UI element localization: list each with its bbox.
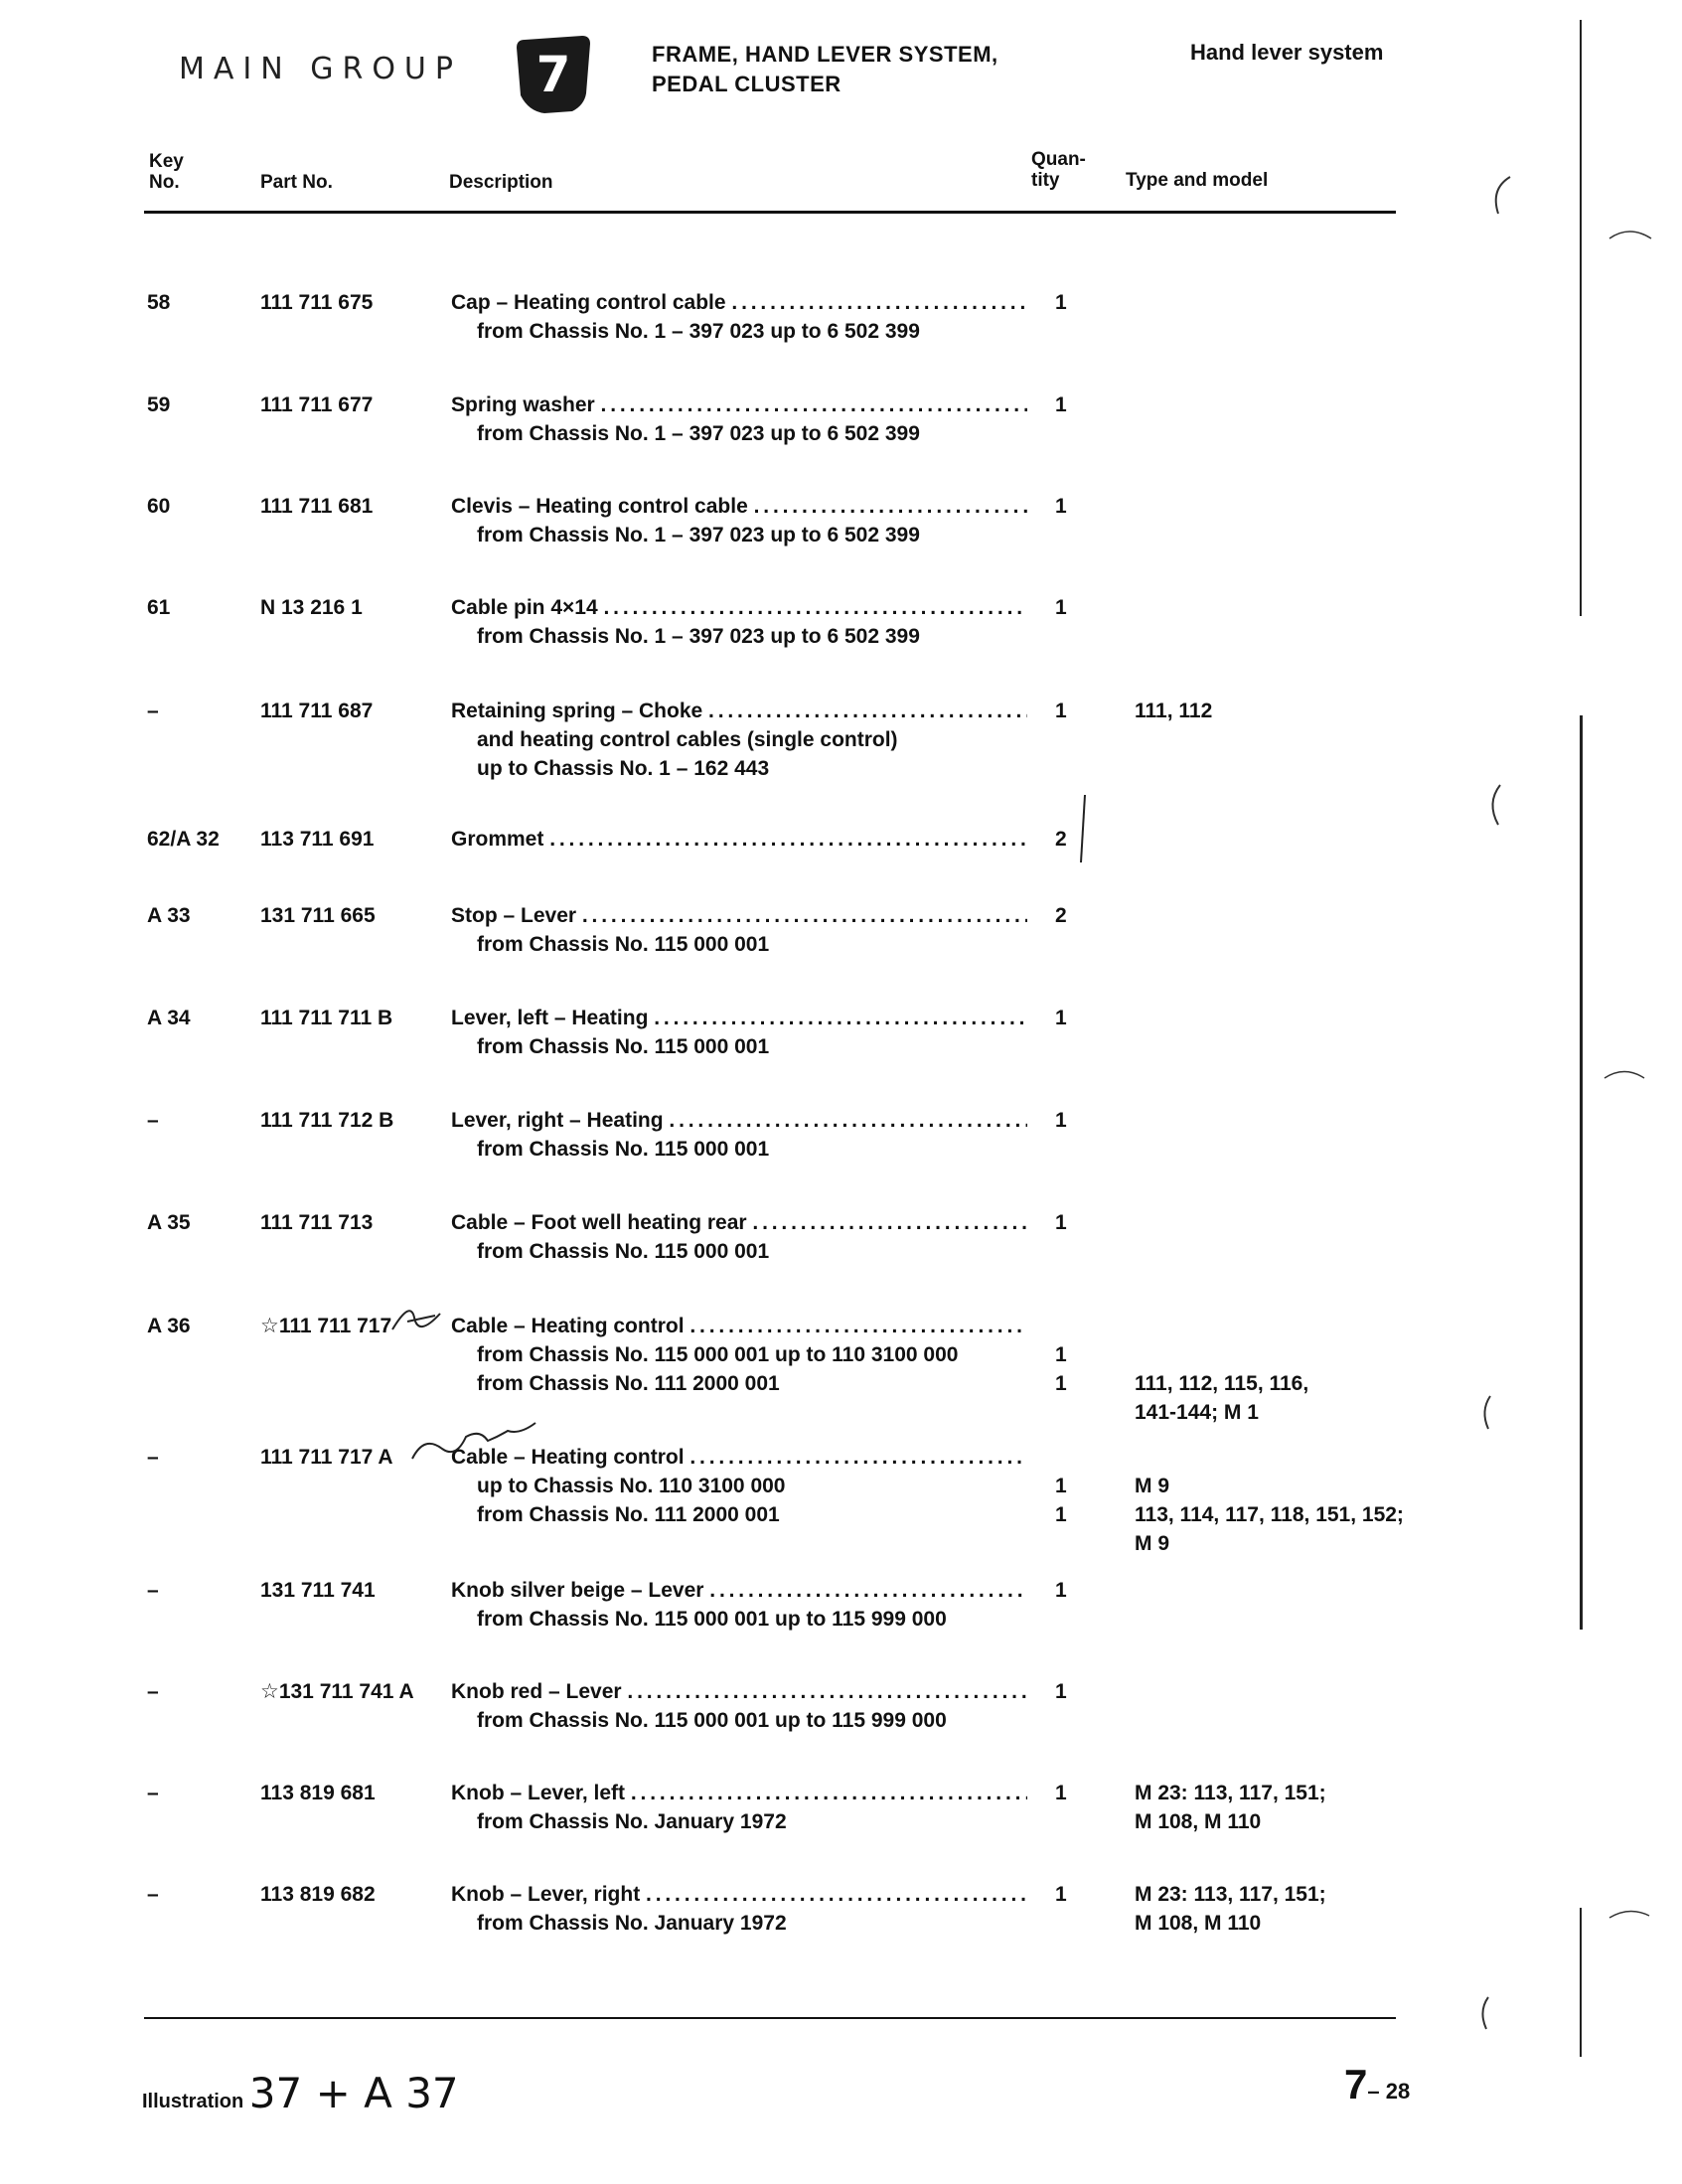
row-quantity [1055, 1576, 1095, 1605]
row-description [451, 390, 1027, 448]
leader-dots [731, 288, 1027, 317]
header-rule [144, 211, 1396, 214]
row-quantity [1055, 1880, 1095, 1909]
edge-mark-3 [1609, 1911, 1649, 1918]
row-description [451, 1004, 1027, 1061]
col-key-no [149, 151, 184, 193]
leader-dots [709, 1576, 1027, 1605]
row-description-text: Spring washer [451, 393, 595, 416]
row-quantity-value: 1 [1055, 291, 1067, 314]
row-description-text: Retaining spring – Choke [451, 700, 703, 722]
row-description [451, 1880, 1027, 1938]
row-description-text: Grommet [451, 828, 544, 851]
row-description-detail: from Chassis No. January 1972 [477, 1912, 787, 1935]
edge-mark-2 [1605, 1072, 1644, 1079]
row-quantity-value: 1 [1055, 495, 1067, 518]
row-quantity [1055, 390, 1095, 419]
row-description [451, 1312, 1027, 1398]
row-description [451, 825, 1027, 854]
row-key-no: – [147, 1782, 159, 1804]
row-part-no: 111 711 713 [260, 1211, 374, 1234]
row-type-model-value: M 9 [1135, 1475, 1170, 1497]
row-part-no: ☆131 711 741 A [260, 1680, 414, 1703]
row-key-no: – [147, 1883, 159, 1906]
row-quantity-value: 1 [1055, 1343, 1067, 1366]
row-type-model [1135, 1880, 1462, 1938]
row-description [451, 1677, 1027, 1735]
row-quantity [1055, 288, 1095, 317]
row-description-detail: from Chassis No. 1 – 397 023 up to 6 502 399 [477, 625, 920, 648]
punch-hole-mark-4 [1482, 1997, 1488, 2029]
row-type-model [1135, 697, 1462, 725]
row-description-text: Knob – Lever, right [451, 1883, 641, 1906]
row-quantity-value: 1 [1055, 1007, 1067, 1029]
punch-hole-mark-3 [1484, 1396, 1490, 1429]
binder-line-bottom [1580, 1908, 1582, 2057]
group-number: 7 [535, 46, 571, 103]
row-description [451, 1208, 1027, 1266]
row-key-no: – [147, 700, 159, 722]
section-title [652, 40, 998, 99]
row-quantity-value: 1 [1055, 1680, 1067, 1703]
row-key-no: A 35 [147, 1211, 191, 1234]
row-quantity-value: 1 [1055, 1109, 1067, 1132]
row-description-detail: from Chassis No. 111 2000 001 [477, 1372, 780, 1395]
leader-dots [627, 1677, 1027, 1706]
row-key-no: A 33 [147, 904, 191, 927]
leader-dots [708, 697, 1027, 725]
row-key-no: A 36 [147, 1315, 191, 1337]
row-part-no: 111 711 687 [260, 700, 374, 722]
col-type-model: Type and model [1126, 170, 1269, 191]
row-type-model-value: M 9 [1135, 1532, 1170, 1555]
row-description-text: Cable – Heating control [451, 1446, 685, 1469]
row-part-no: 111 711 711 B [260, 1007, 393, 1029]
row-key-no: A 34 [147, 1007, 191, 1029]
row-key-no: 61 [147, 596, 171, 619]
row-description [451, 697, 1027, 783]
leader-dots [752, 1208, 1027, 1237]
footer-rule [144, 2017, 1396, 2019]
row-key-no: – [147, 1446, 159, 1469]
col-quantity-line2: tity [1031, 170, 1060, 191]
section-title-line1: FRAME, HAND LEVER SYSTEM, [652, 42, 998, 67]
leader-dots [689, 1312, 1027, 1340]
row-description [451, 1106, 1027, 1164]
row-part-no: 111 711 717 A [260, 1446, 393, 1469]
row-description-text: Knob – Lever, left [451, 1782, 626, 1804]
illustration-label: Illustration [142, 2091, 244, 2112]
row-quantity-value: 2 [1055, 904, 1067, 927]
row-type-model-value [1135, 1443, 1462, 1472]
row-description-detail: from Chassis No. 1 – 397 023 up to 6 502 399 [477, 320, 920, 343]
page-number [1344, 2061, 1410, 2108]
row-quantity-value: 1 [1055, 1475, 1067, 1497]
row-description-text: Cable – Foot well heating rear [451, 1211, 747, 1234]
row-quantity-value: 1 [1055, 1782, 1067, 1804]
row-type-model-value: 111, 112 [1135, 700, 1213, 722]
row-type-model [1135, 1312, 1462, 1427]
row-quantity [1055, 1004, 1095, 1032]
row-description-text: Stop – Lever [451, 904, 577, 927]
row-description [451, 1576, 1027, 1634]
col-description: Description [449, 172, 553, 193]
row-type-model [1135, 1443, 1462, 1558]
row-quantity [1055, 1208, 1095, 1237]
row-quantity-value: 2 [1055, 828, 1067, 851]
row-description [451, 1779, 1027, 1836]
row-description-detail: from Chassis No. 1 – 397 023 up to 6 502 399 [477, 422, 920, 445]
section-title-line2: PEDAL CLUSTER [652, 72, 841, 96]
row-part-no: 113 711 691 [260, 828, 375, 851]
row-part-no: 113 819 682 [260, 1883, 376, 1906]
row-quantity-value: 1 [1055, 700, 1067, 722]
main-group-label: MAIN GROUP [179, 52, 462, 86]
row-quantity [1055, 492, 1095, 521]
row-quantity-value: 1 [1055, 1211, 1067, 1234]
row-part-no: 111 711 712 B [260, 1109, 394, 1132]
row-quantity-value: 1 [1055, 1372, 1067, 1395]
row-key-no: 62/A 32 [147, 828, 220, 851]
row-quantity [1055, 1443, 1095, 1529]
row-part-no: 111 711 675 [260, 291, 374, 314]
row-type-model-value: 111, 112, 115, 116, [1135, 1372, 1309, 1395]
row-type-model-value: M 23: 113, 117, 151; [1135, 1883, 1326, 1906]
leader-dots [631, 1779, 1027, 1807]
row-description-detail: from Chassis No. 115 000 001 [477, 1035, 770, 1058]
col-quantity [1031, 149, 1086, 191]
row-description-text: Knob silver beige – Lever [451, 1579, 704, 1602]
page-number-sub: – 28 [1367, 2079, 1411, 2104]
row-description [451, 1443, 1027, 1529]
row-description-text: Lever, right – Heating [451, 1109, 664, 1132]
leader-dots [754, 492, 1027, 521]
row-part-no: 131 711 665 [260, 904, 376, 927]
row-description-text: Cable pin 4×14 [451, 596, 598, 619]
binder-line-top [1580, 20, 1582, 616]
row-quantity-value: 1 [1055, 1503, 1067, 1526]
page-number-main: 7 [1344, 2061, 1368, 2107]
row-quantity [1055, 1312, 1095, 1398]
row-description [451, 593, 1027, 651]
punch-hole-mark-1 [1496, 177, 1510, 214]
row-description [451, 901, 1027, 959]
row-part-no: N 13 216 1 [260, 596, 363, 619]
col-quantity-line1: Quan- [1031, 149, 1086, 170]
row-key-no: – [147, 1109, 159, 1132]
row-description-detail: from Chassis No. 115 000 001 [477, 1138, 770, 1161]
edge-mark-1 [1609, 232, 1651, 238]
row-description-detail: and heating control cables (single control) [477, 728, 898, 751]
row-key-no: – [147, 1579, 159, 1602]
row-type-model-value [1135, 1340, 1462, 1369]
row-type-model-value: M 108, M 110 [1135, 1810, 1262, 1833]
leader-dots [669, 1106, 1027, 1135]
row-description-text: Cap – Heating control cable [451, 291, 726, 314]
row-quantity-value: 1 [1055, 596, 1067, 619]
leader-dots [646, 1880, 1027, 1909]
row-type-model [1135, 1779, 1462, 1836]
row-quantity-value: 1 [1055, 1579, 1067, 1602]
col-key-no-line2: No. [149, 172, 180, 193]
row-quantity-value [1055, 1443, 1095, 1472]
leader-dots [549, 825, 1027, 854]
row-description-detail: from Chassis No. 115 000 001 [477, 1240, 770, 1263]
leader-dots [601, 390, 1027, 419]
row-type-model-value: M 23: 113, 117, 151; [1135, 1782, 1326, 1804]
row-type-model-value: 141-144; M 1 [1135, 1401, 1259, 1424]
row-description-text: Knob red – Lever [451, 1680, 622, 1703]
row-quantity-value: 1 [1055, 393, 1067, 416]
row-description-detail: up to Chassis No. 110 3100 000 [477, 1475, 786, 1497]
row-description-detail: from Chassis No. January 1972 [477, 1810, 787, 1833]
row-key-no: – [147, 1680, 159, 1703]
col-part-no: Part No. [260, 172, 333, 193]
row-type-model-value: M 108, M 110 [1135, 1912, 1262, 1935]
row-description-detail: from Chassis No. 111 2000 001 [477, 1503, 780, 1526]
row-part-no: 111 711 677 [260, 393, 374, 416]
row-quantity [1055, 593, 1095, 622]
row-description-detail: from Chassis No. 115 000 001 up to 110 3100 000 [477, 1343, 959, 1366]
row-part-no: 113 819 681 [260, 1782, 376, 1804]
col-key-no-line1: Key [149, 151, 184, 172]
row-description [451, 288, 1027, 346]
row-quantity [1055, 697, 1095, 725]
row-part-no: 131 711 741 [260, 1579, 376, 1602]
leader-dots [654, 1004, 1027, 1032]
illustration-ref [142, 2069, 459, 2117]
row-key-no: 59 [147, 393, 171, 416]
row-description-detail: from Chassis No. 115 000 001 [477, 933, 770, 956]
row-quantity [1055, 825, 1095, 854]
row-description-detail: from Chassis No. 115 000 001 up to 115 999 000 [477, 1608, 947, 1631]
leader-dots [582, 901, 1027, 930]
row-part-no: ☆111 711 717 [260, 1315, 392, 1337]
row-type-model-value: 113, 114, 117, 118, 151, 152; [1135, 1503, 1404, 1526]
binder-line-middle [1580, 715, 1583, 1630]
row-description-detail: from Chassis No. 1 – 397 023 up to 6 502 399 [477, 524, 920, 546]
row-quantity [1055, 901, 1095, 930]
row-key-no: 58 [147, 291, 171, 314]
leader-dots [689, 1443, 1027, 1472]
row-description-detail: from Chassis No. 115 000 001 up to 115 999 000 [477, 1709, 947, 1732]
row-quantity-value [1055, 1312, 1095, 1340]
row-quantity-value: 1 [1055, 1883, 1067, 1906]
row-quantity [1055, 1106, 1095, 1135]
group-number-badge [515, 32, 592, 115]
row-quantity [1055, 1779, 1095, 1807]
punch-hole-mark-2 [1492, 785, 1500, 825]
row-part-no: 111 711 681 [260, 495, 374, 518]
row-description-text: Clevis – Heating control cable [451, 495, 748, 518]
group-badge-shape [515, 32, 592, 115]
row-key-no: 60 [147, 495, 171, 518]
row-description-text: Cable – Heating control [451, 1315, 685, 1337]
subsection-title: Hand lever system [1190, 40, 1384, 65]
row-description-text: Lever, left – Heating [451, 1007, 649, 1029]
row-description-detail: up to Chassis No. 1 – 162 443 [477, 757, 770, 780]
illustration-number: 37 + A 37 [248, 2069, 459, 2117]
row-description [451, 492, 1027, 549]
row-type-model-value [1135, 1312, 1462, 1340]
row-quantity [1055, 1677, 1095, 1706]
leader-dots [604, 593, 1028, 622]
